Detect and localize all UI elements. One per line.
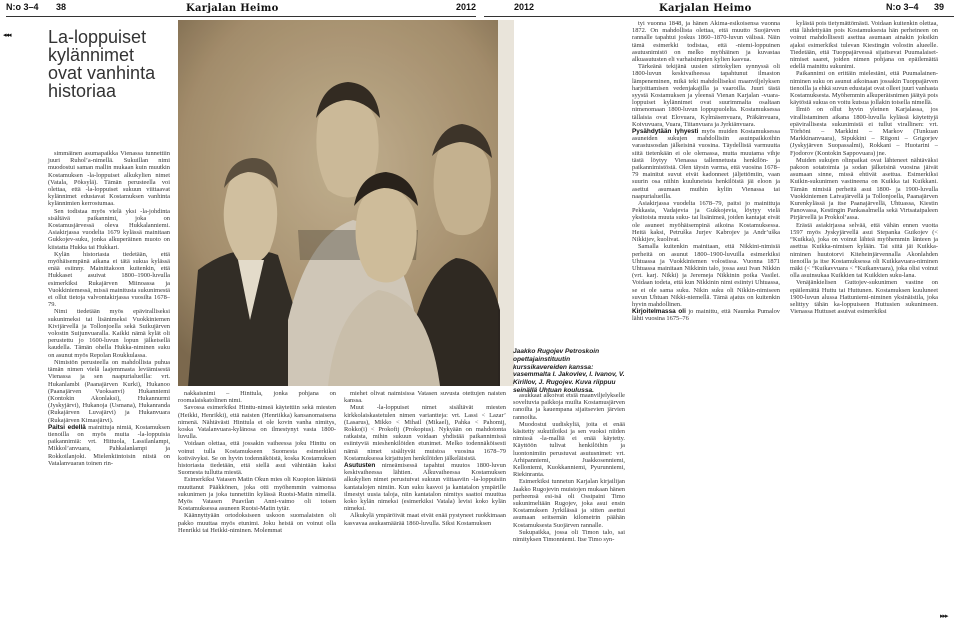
- column-6: [790, 20, 938, 620]
- left-year: 2012: [456, 2, 477, 12]
- col2-paragraph: [178, 512, 336, 534]
- col5-paragraph-text: tyi vuonna 1848, ja hänen Akima-esikoisensa vuonna 1872. On mahdollista olettaa, että muutto Suojärven rannalle tapahtui joskus 1860–1870-luvun välissä. Näin tämä esimerkki todistaa, että -niemi-loppuinen asutusnimistö on melko myöhäinen ja kuvastaa alkuasutusten eli varhaisimpien kylien kasvua.: [632, 20, 780, 64]
- col1-paragraph-text: Nimistön perusteella on mahdollista puhua tämän nimen vielä laajemmasta leviämisestä Vienassa ja sen naapurialueilla: vrt. Hukanlambi (Paanajärven Kurki), Hukanoo (Paanajärven Vuoksanvi) Hukanniemi (Kontokin Akonlaksi), Hukannurmi (Jyskyjärvi), Hukanoja (Usmana), Hukanranda (Rukajärven Luvajärvi) ja Hukanvuara (Rukajärven Kimasjärvi).: [48, 358, 170, 424]
- col1-paragraph-text: mainittuja nimiä, Kostamuksen tienoilla on myös muita -la-loppuisia paikannimiä: vrt. Hittuola, Lassilanlampi, Mikkol’anvuara, Pahkalanlampi ja Rokkoilanjoki. Mielenkiintoisin niistä on Vatalanvuaran toinen rin-: [48, 423, 170, 467]
- col1-paragraph: [48, 424, 170, 467]
- col5-paragraph: [632, 128, 780, 200]
- column-2: [178, 390, 336, 620]
- col1-paragraph-text: Sen todistaa myös vielä yksi -la-johdinta sisältävä paikannimi, joka on Kostamusjärvessä oleva Hukkalanniemi. Asiakirjassa vuodelta 1679 kylässä mainitaan Gukkojev-suku, jonka alkuperäinen muoto on kiistatta Hukka tai Hukkari.: [48, 207, 170, 251]
- col5-paragraph-text: myös muiden Kostamuksessa asuneiden sukujen mahdollisiin asuinpaikkoihin varastusosdan jälkeisinä vuosina. Täydellistä varmuutta siitä tietenkään ei ole olemassa, mutta muutama vihje tästä löytyy Vienassa tallennetusta henkilön- ja paikannimistöstä. Olen täysin varma, että vuosina 1678–79 mainitut suvut eivät kadonneet jäljettömiin, vaan suurin osa niihin kuuluneista henkilöistä jäi eloon ja asettui asumaan muihin kyliin Vienassa tai naapurialueilla.: [632, 128, 780, 200]
- back-arrows-icon[interactable]: ◂◂◂: [3, 31, 11, 39]
- column-3: [344, 390, 506, 620]
- col6-paragraph: [790, 106, 938, 156]
- col3-paragraph: [344, 512, 506, 526]
- col6-paragraph: [790, 70, 938, 106]
- col5-paragraph: [632, 200, 780, 243]
- col4-paragraph: [513, 478, 625, 528]
- col5-paragraph-lead: Kirjoitelmassa oli: [632, 308, 686, 316]
- left-masthead: Karjalan Heimo: [186, 3, 279, 14]
- photo-caption: Jaakko Rugojev Petroskoin opettajainstituutin kurssikavereiden kanssa: vasemmalta I. Jakovlev, I. Ivanov, V. Kirillov, J. Rugojev. Kuva riippuu seinällä Uhtuan koulussa.: [513, 348, 625, 394]
- col4-paragraph-text: Sukupaikka, jossa oli Timon talo, sai nimityksen Timonniemi. Itse Timo syn-: [513, 528, 625, 544]
- col6-paragraph: [790, 222, 938, 280]
- left-page-number: 38: [56, 2, 67, 12]
- right-issue-number: N:o 3–4: [886, 2, 919, 12]
- col5-paragraph: [632, 20, 780, 63]
- col1-paragraph-text: Nimi tiedetään myös epäviralliseksi sukunimeksi tai lisänimeksi Vuokkiniemen Kivijärvellä ja Tollonjoella sekä Suikujärven volostin Suijunvuaralla. Kaikki nämä kylät oli perustettu jo 1600-luvun lopun jälkeisellä kaudella. Tämän ohella Hukka-niminen suku on asunut myös Repolan Roukkulassa.: [48, 308, 170, 359]
- right-header-rule: [484, 16, 954, 17]
- left-page-header: [6, 0, 476, 15]
- col2-paragraph: [178, 390, 336, 404]
- group-photo-image: [178, 20, 514, 386]
- col6-paragraph-text: Paikannimi on erittäin mielestäni, että Puumalainen-niminen suku on asunut aikoinaan jossakin Tuoppajärven tienoilla ja ehkä suvun edustajat ovat olleet juuri vanhasta Kostamuksesta. Myöhemmin alkuperäisnimen jäätyä pois käytöstä sukua on voitu kutsua jollakin toisella nimellä.: [790, 70, 939, 107]
- col5-paragraph-text: Asiakirjassa vuodelta 1678–79, paitsi jo mainittuja Pekkasia, Vadajevia ja Gukkojevia, löytyy vielä yksitoista muuta suku- tai lisänimeä, joiden kantajat eivät ole asuneet myöhäisempinä aikoina Kostamuksessa. Heitä kaksi, Petruška Jurjev Kabrojev ja Andr’uška Nikkijev, kuolivat.: [632, 200, 780, 244]
- column-4: [513, 392, 625, 618]
- col3-paragraph-text: Muut -la-loppuiset nimet sisältävät miesten kirkkolaiskastetulen nimen variantteja: vrt. Lassi < Lazar’ (Lasarus), Mikko < Mihail (Mikael), Pahka < Pahomij, Rokko(i) < Prokofij (Prokopius). Nykyään on mahdotonta ratkaista, mihin sukuun voidaan yhdistää paikannimissä esiintyviä mieshenkilöiden etunimet. Melko todennäköisesti nämä nimet sisältyvät muistoa vuosina 1678–79 Kostamuksessa kirjattujen henkilöiden jälkeläisistä.: [344, 404, 506, 462]
- col1-paragraph-lead: Paitsi edellä: [48, 423, 86, 431]
- column-5: [632, 20, 780, 620]
- col3-paragraph-text: nimeämisessä tapahtui muutos 1800-luvun keskivaiheessa lähtien. Alkuvaiheessa Kostamuksen alkukylien nimet perustuivat sukuun viittaaviin -la-loppuisiin kantatalojen nimiin. Kun suku kasvoi ja kantatalon ympärille ilmestyi uusia taloja, niin kantatalon nimitys saattoi muuttua koko kylän nimeksi (esimerkiksi Vatala) levisi koko kylän nimeksi.: [344, 462, 506, 513]
- col2-paragraph: [178, 440, 336, 476]
- col5-paragraph-text: Samalla kuitenkin mainitaan, että Nikkini-nimisiä perheitä on asunut 1800–1900-luvuilla esimerkiksi Uhtuassa ja Vuokkiniemen volostissa. Vuonna 1871 Uhtuassa mainitaan Nikkinin talo, jossa asui Ivan Nikkin (vrt. karj. Nikki) ja Jeremeja Nikkinin poika Vasilei. Voidaan todeta, että kun Nikkinin nimi esiintyi Uhtuassa, se ei ole sama suku. Nikin suku oli Nikkin-nimiseen suvun Uhtuan Nikki-niemellä. Tämä ajatus on kuitenkin hyvin mahdollinen.: [632, 243, 780, 308]
- col6-paragraph: [790, 157, 938, 222]
- col6-paragraph-text: Venäjänkielisen Guttojev-sukunimen vastine on epäilemättä Huttu tai Huttunen. Kostamuksen kuuluneet 1900-luvun alussa Hattuniemi-niminen yksinäistila, joka selittyy tähän ka-loppuiseen Huttusien sukunimeen. Vienassa Huttuset asuivat esimerkiksi: [790, 279, 938, 316]
- col2-paragraph-text: Savossa esimerkiksi Hinttu-nimeä käytettiin sekä miesten (Heikki, Henrikki), että naisten (Henriikka) kansanomaisena nimenä. Nähtävästi Hinttula ei ole kovin vanha nimitys, koska Vatalanvuara-kylänosa on ilmestynyt vasta 1800-luvulla.: [178, 404, 336, 441]
- col2-paragraph: [178, 404, 336, 440]
- right-masthead: Karjalan Heimo: [659, 3, 752, 14]
- col1-paragraph-text: simmäinen asumapaikka Vienassa tunnettiin juuri Ruhol’a-nimellä. Sukuillan nimi muodostui saman mallin mukaan kuin muutkin Kostamuksen -la-loppuiset alkukylien nimet (Vatala, Pöksylä). Tämän perusteella voi olettaa, että -la-loppuiset sukuun viittaavat kylännimet edustavat Kostamuksen vanhinta kylännimien kerrostumaa.: [48, 150, 170, 208]
- col3-paragraph-text: Alkukylä ympäröivät maat eivät enää pystyneet ruokkimaan kasvavaa asukasmäärää 1860-luvulla. Siksi Kostamuksen: [344, 512, 506, 527]
- column-1: [48, 150, 170, 618]
- col3-paragraph: [344, 390, 506, 404]
- article-title: La-loppuiset kylännimet ovat vanhinta historiaa: [48, 27, 156, 101]
- left-header-rule: [6, 16, 476, 17]
- col1-paragraph: [48, 308, 170, 358]
- forward-arrows-icon[interactable]: ▸▸▸: [940, 612, 948, 620]
- col1-paragraph: [48, 150, 170, 208]
- col3-paragraph-text: miehet olivat naimisissa Vatasen suvusta otettujen naisten kanssa.: [344, 390, 506, 405]
- col4-paragraph: [513, 529, 625, 543]
- col1-paragraph: [48, 359, 170, 424]
- group-photo: [178, 20, 514, 386]
- col5-paragraph: [632, 243, 780, 308]
- col5-paragraph-lead: Pysähdytään lyhyesti: [632, 128, 699, 136]
- col6-paragraph-text: Erästä asiakirjassa selvää, että vähän ennen vuotta 1597 myös Jyskyjärvellä asui Stepanka Guikojev (< “Kuikka), joka on voinut lähteä myöhemmin länteen ja asettua Kuikka-nimisen kylään. Tai siitä jäi Kuikka-niminen huutotorvi Kiteheinjärvennalla Akonlahden tienoilla ja itse Kostamuksessa oli Kuikkavuara-niminen mäki (< “Kuikavvuara < “Kuikanvuara), joka olisi voinut olla asuinsukaa Kuikkien tai Kuikkien suku-lana.: [790, 221, 938, 280]
- col1-paragraph: [48, 208, 170, 251]
- col4-paragraph-text: asukkaat alkoivat etsiä maanviljelykselle soveltuvia paikkoja muilta Kostamusjärven ranoilta ja kauempana sijaitsevien järvien rannoilta.: [513, 392, 625, 421]
- col2-paragraph-text: Esimerkiksi Vatasen Matin Okun mies oli Kuopion läänistä muuttanut Pääkkönen, joka otti myöhemmin vaimonsa sukunimen ja joka tunnettiin kylässä Ruotsi-Matin nimellä. Myös Vatasen Puavilan Anni-vaimo oli toisen Kostamuksessa asuneen Ruotsi-Matin tytär.: [178, 476, 336, 513]
- col5-paragraph-text: Tärkeänä tekijänä uusien siirtokylien synnyssä oli 1800-luvun keskivaiheessa tapahtunut ilmaston lämpeneminen, mikä teki mahdolliseksi maanviljelyksen harjoittamisen vedenjakajilla ja vaaroilla. Juuri tästä syystä Kostamuksen ja yleensä Vienan Karjalan -vuara-loppuiset kylännimet ovat suurimmalta osaltaan nimenomaan 1800-luvun loppupuolelta. Kostamuksessa tällaisia ovat Elovuara, Kylmäsenvuara, Präkänvuara, Koivuvuara, Vuara, Tiitanvuara ja Jyrkiänvuara.: [632, 63, 780, 128]
- col6-paragraph: [790, 20, 938, 70]
- col2-paragraph: [178, 476, 336, 512]
- col4-paragraph-text: Esimerkiksi tunnetun Karjalan kirjailijan Jaakko Rugojevin muistojen mukaan hänen perheensä esi-isä oli Ossipaini Timo sukunimeltään Rugojev, joka asui ensin Kostamuksen Jyrkilässä ja sitten asettui asumaan seitsemän kilometrin päähän Kostamuksesta Suojärven rannalle.: [513, 478, 625, 529]
- col6-paragraph: [790, 279, 938, 315]
- col5-paragraph-text: jo mainittu, että Naumka Pumalov lähti vuosina 1675–76: [632, 308, 780, 323]
- right-page-number: 39: [934, 2, 945, 12]
- col2-paragraph-text: nakkaisnimi – Hinttula, jonka pohjana on roomalaiskatolinen nimi.: [178, 390, 336, 405]
- col6-paragraph-text: Muiden sukujen olinpaikat ovat lähteneet nähtäväksi pakoon sotatoimia ja sodan jälkeisinä vuosina jäivät asumaan sinne, missä ehtivät asettua. Esimerkiksi Kuikin-sukunimen vastineena on Kuikka tai Kuikkani. Tämän nimisiä perheitä asui 1800- ja 1900-luvulla Vuokkiniemen Latvajärvellä ja Tollonjoella, Paanajärven Kurenkylässä ja itse Paanajärvellä, Uhtuassa, Kiestin Panovassa, Kestingin Pankasalmella sekä Virtsataipaleen Pirjärvellä ja Prokkol’assa.: [790, 156, 938, 222]
- col5-paragraph: [632, 308, 780, 322]
- col6-paragraph-text: kylästä pois tietymättömästi. Voidaan kuitenkin olettaa, että lähdettyään pois Kostamuksesta hän perheineen on voinut mahdollisesti asettua asumaan ainakin joksikin ajaksi esimerkiksi tulevan Kiestingin volostin alueelle. Tiedetään, että Tuoppajärvessä sijaitsevat Puumalaiset-nimiset saaret, joiden nimen pohjana on epäilemättä edellä mainittu sukunimi.: [790, 20, 938, 71]
- right-year: 2012: [514, 2, 535, 12]
- left-issue-number: N:o 3–4: [6, 2, 39, 12]
- col3-paragraph-lead: Asutusten: [344, 462, 376, 470]
- col1-paragraph: [48, 251, 170, 309]
- col3-paragraph: [344, 404, 506, 462]
- col6-paragraph-text: Ilmiö on ollut hyvin yleinen Karjalassa, jos virallistaminen aikana 1800-luvulla kylässä käytettyjä epävirallisesta sukunimistä ei tullut virallinen: vrt. Törhöni – Markkini – Markov (Tunkuan Markkinanvuara), Sipukkini – Riigoni – Grigorjev (Jyskyjärven Suopassalmi), Rokkani – Huotarini – Fjodorov (Kontokin Sappovuara) jne.: [790, 106, 938, 157]
- col4-paragraph-text: Muodostui uudiskyliä, joita ei enää käsitetty sukutiloiksi ja sen vuoksi niiden nimissä -la-malliä ei enää käytetty. Käyttöön tulivat henkilöihin ja luontonimiin perustuvat asutusnimet: vrt. Arhipanniemi, Juakkosenniemi, Kelloniemi, Kuokkanniemi, Pyurunniemi, Riekinranta.: [513, 420, 625, 479]
- col4-paragraph: [513, 421, 625, 479]
- col1-paragraph-text: Kylän historiasta tiedetään, että myöhäisempänä aikana ei tätä sukua kylässä enää esiinny. Mainittakoon kuitenkin, että Hukkaset asuivat 1800–1900-luvulla esimerkiksi Rukajärven Miinoassa ja Vuokkiniemessä, missä mainitusta sukunimestä ei ollut tietoja valvontakirjassa vuosilta 1678–79.: [48, 250, 170, 309]
- col3-paragraph: [344, 462, 506, 512]
- col4-paragraph: [513, 392, 625, 421]
- col2-paragraph-text: Voidaan olettaa, että jossakin vaiheessa joku Hinttu on voinut tulla Kostamukseen Suomesta esimerkiksi kotivävyksi. Se on hyvin todennäköistä, koska Kostamuksen historiasta tiedetään, että siellä asui vähintään kaksi Suomesta tullutta miestä.: [178, 440, 336, 477]
- col2-paragraph-text: Käännyttyään ortodoksiseen uskoon suomalaisten oli pakko muuttaa myös etunimi. Joku heistä on voinut olla Henrikki tai Heikki-niminen. Molemmat: [178, 512, 336, 534]
- col5-paragraph: [632, 63, 780, 128]
- right-page-header: [484, 0, 954, 15]
